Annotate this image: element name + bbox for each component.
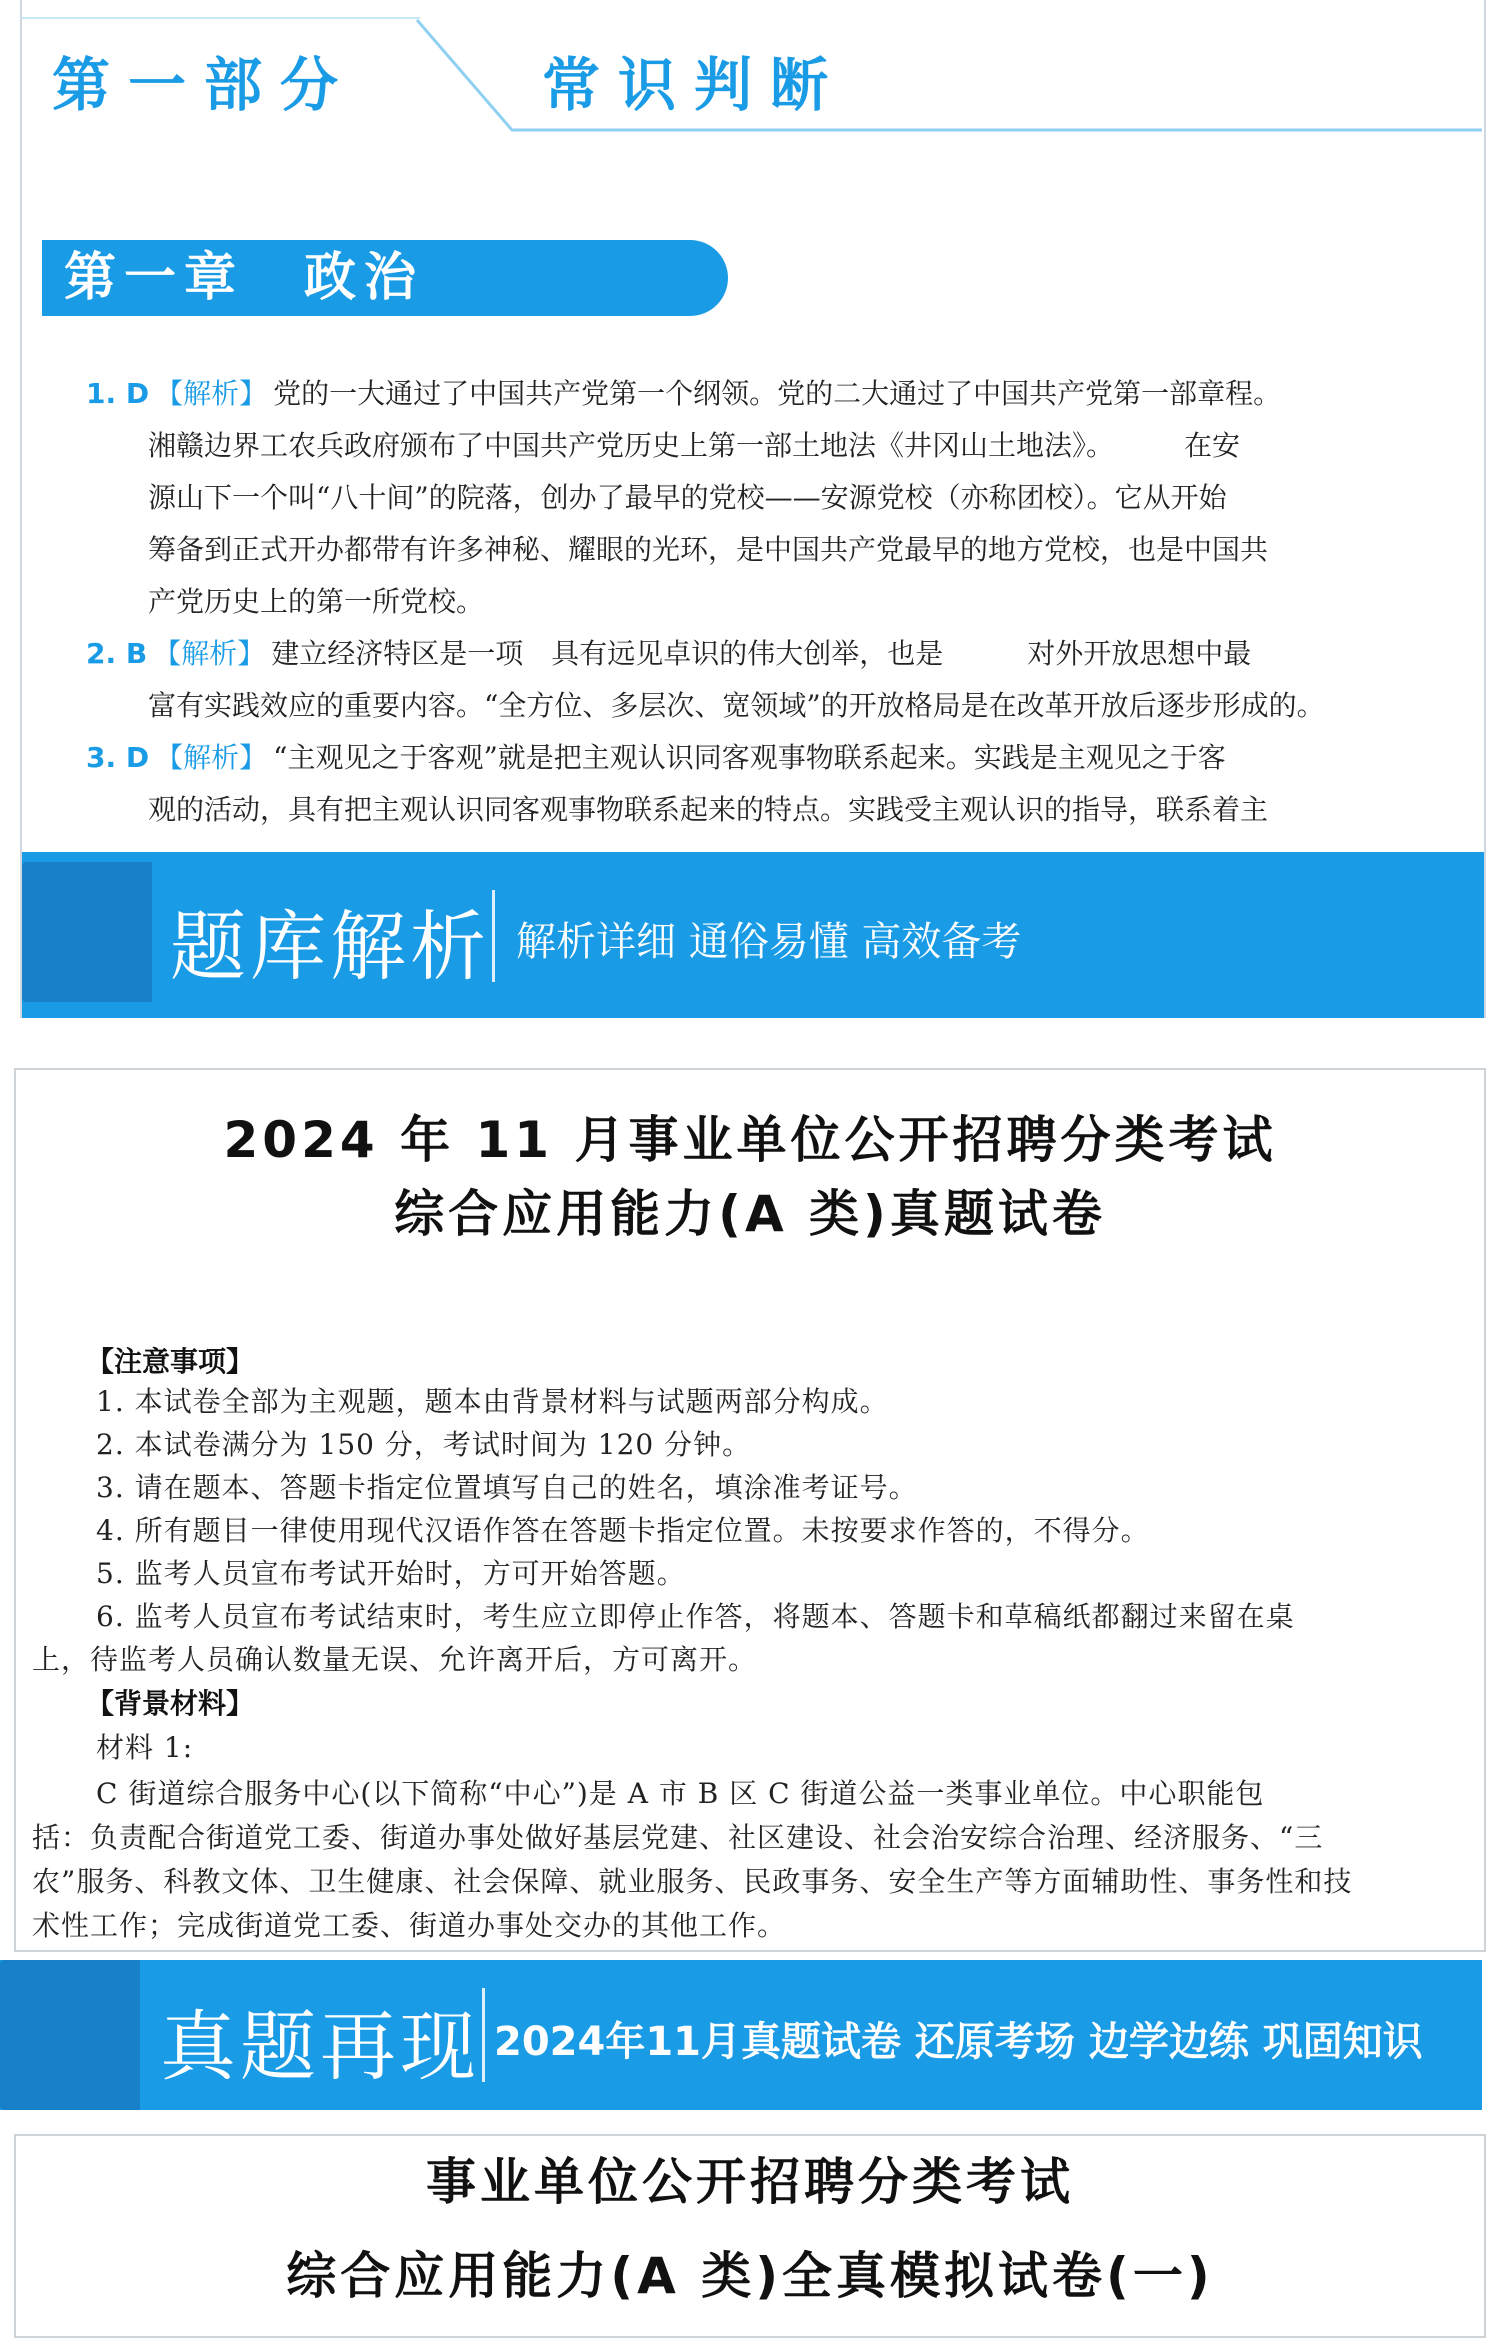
question-number: 1. D <box>86 377 150 410</box>
mock-exam-page <box>14 2134 1486 2338</box>
part-title: 常识判断 <box>542 51 847 119</box>
notice-item: 上，待监考人员确认数量无误、允许离开后，方可离开。 <box>32 1643 758 1676</box>
banner-divider <box>492 890 495 982</box>
question-list <box>86 368 1466 836</box>
analysis-tag: 【解析】 <box>155 741 268 774</box>
exam-paper-page <box>14 1068 1486 1952</box>
question-3 <box>86 732 1466 836</box>
background-heading: 【背景材料】 <box>86 1687 255 1720</box>
notice-item: 3. 请在题本、答题卡指定位置填写自己的姓名，填涂准考证号。 <box>96 1471 918 1504</box>
question-text: 产党历史上的第一所党校。 <box>148 585 485 618</box>
question-text: 观的活动，具有把主观认识同客观事物联系起来的特点。实践受主观认识的指导，联系着主 <box>148 793 1269 826</box>
question-text: 富有实践效应的重要内容。“全方位、多层次、宽领域”的开放格局是在改革开放后逐步形成的。 <box>148 689 1325 722</box>
question-text: 党的一大通过了中国共产党第一个纲领。党的二大通过了中国共产党第一部章程。 <box>273 377 1282 410</box>
mock-title-line2: 综合应用能力(A 类)全真模拟试卷(一) <box>286 2247 1214 2305</box>
feature-banner-real-exam <box>0 1960 1482 2110</box>
question-text: “主观见之于客观”就是把主观认识同客观事物联系起来。实践是主观见之于客 <box>273 741 1226 774</box>
question-number: 2. B <box>86 637 148 670</box>
question-text: 源山下一个叫“八十间”的院落，创办了最早的党校——安源党校（亦称团校）。它从开始 <box>148 481 1227 514</box>
banner-divider <box>482 1988 485 2082</box>
notice-item: 2. 本试卷满分为 150 分，考试时间为 120 分钟。 <box>96 1428 752 1461</box>
mock-title-line1: 事业单位公开招聘分类考试 <box>426 2153 1074 2211</box>
question-text: 建立经济特区是一项 具有远见卓识的伟大创举，也是 对外开放思想中最 <box>271 637 1252 670</box>
chapter-heading: 第一章 政治 <box>42 240 728 316</box>
material-label: 材料 1: <box>96 1731 194 1764</box>
banner-title: 题库解析 <box>170 902 490 991</box>
banner-tab-decor <box>22 862 152 1002</box>
exam-title-line2: 综合应用能力(A 类)真题试卷 <box>394 1185 1106 1243</box>
question-number: 3. D <box>86 741 150 774</box>
banner-subtitle: 解析详细 通俗易懂 高效备考 <box>516 919 1022 965</box>
material-line: C 街道综合服务中心(以下简称“中心”)是 A 市 B 区 C 街道公益一类事业单位。中心职能包 <box>96 1777 1265 1810</box>
banner-title: 真题再现 <box>160 2002 480 2091</box>
material-line: 农”服务、科教文体、卫生健康、社会保障、就业服务、民政事务、安全生产等方面辅助性、事务性和技 <box>32 1865 1353 1898</box>
question-2 <box>86 628 1466 732</box>
notice-heading: 【注意事项】 <box>86 1345 255 1378</box>
exam-title-line1: 2024 年 11 月事业单位公开招聘分类考试 <box>223 1111 1277 1169</box>
notice-item: 4. 所有题目一律使用现代汉语作答在答题卡指定位置。未按要求作答的，不得分。 <box>96 1514 1150 1547</box>
notice-item: 5. 监考人员宣布考试开始时，方可开始答题。 <box>96 1557 686 1590</box>
question-text: 湘赣边界工农兵政府颁布了中国共产党历史上第一部土地法《井冈山土地法》。 在安 <box>148 429 1241 462</box>
answer-analysis-page <box>20 0 1486 1018</box>
analysis-tag: 【解析】 <box>153 637 266 670</box>
banner-subtitle: 2024年11月真题试卷 还原考场 边学边练 巩固知识 <box>494 2019 1423 2065</box>
question-text: 筹备到正式开办都带有许多神秘、耀眼的光环，是中国共产党最早的地方党校，也是中国共 <box>148 533 1269 566</box>
notice-item: 6. 监考人员宣布考试结束时，考生应立即停止作答，将题本、答题卡和草稿纸都翻过来留在桌 <box>96 1600 1295 1633</box>
part-label: 第一部分 <box>52 51 357 119</box>
analysis-tag: 【解析】 <box>155 377 268 410</box>
question-1 <box>86 368 1466 628</box>
notice-item: 1. 本试卷全部为主观题，题本由背景材料与试题两部分构成。 <box>96 1385 889 1418</box>
feature-banner-analysis <box>22 852 1484 1018</box>
material-line: 术性工作；完成街道党工委、街道办事处交办的其他工作。 <box>32 1909 787 1942</box>
material-line: 括：负责配合街道党工委、街道办事处做好基层党建、社区建设、社会治安综合治理、经济服务、“三 <box>32 1821 1324 1854</box>
banner-tab-decor <box>0 1960 140 2110</box>
